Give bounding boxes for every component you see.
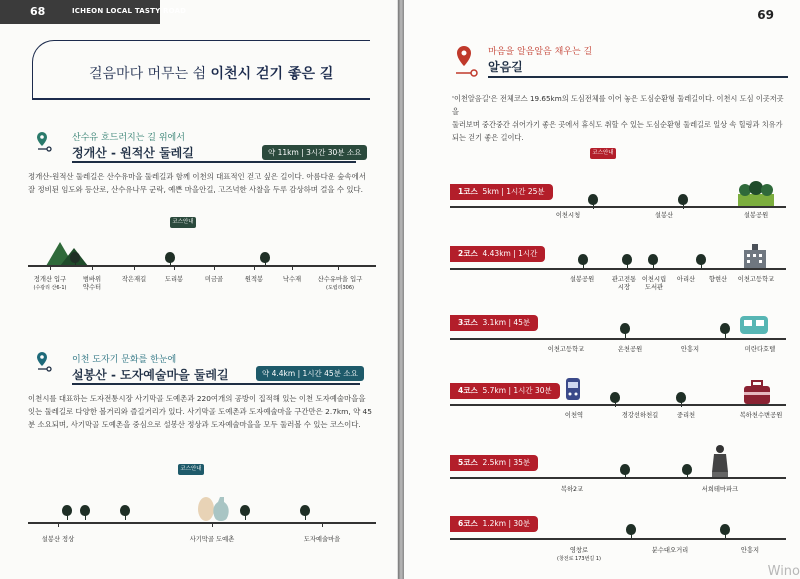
course-info: 5km | 1시간 25분 [482, 187, 545, 196]
course-stop: 복하2교 [560, 486, 584, 493]
route-tick [92, 265, 93, 270]
stop-name: 도리봉 [164, 276, 184, 283]
trail2-duration-tag: 약 4.4km | 1시간 45분 소요 [256, 366, 364, 381]
route-tick [174, 265, 175, 270]
left-page [0, 0, 398, 579]
tree-icon [578, 254, 588, 268]
train-icon [564, 378, 582, 404]
stop-name: 아리산 [676, 276, 696, 283]
right-page [404, 0, 800, 579]
tree-icon [682, 464, 692, 478]
course-label: 2코스 [458, 249, 478, 258]
course-info: 5.7km | 1시간 30분 [482, 386, 552, 395]
stop-name: 범바위 [82, 276, 102, 283]
course-stop: 이천시청 [555, 212, 581, 219]
trail2-stop: 도자예술마을 [303, 536, 341, 543]
section-heading-box [32, 40, 370, 100]
stop-sub: 도서관 [644, 284, 664, 291]
tree-icon [696, 254, 706, 268]
right-title: 알음길 [488, 60, 523, 74]
course-4-route [450, 404, 786, 406]
tree-icon [648, 254, 658, 268]
trail1-subtitle: 산수유 흐드러지는 길 위에서 [72, 133, 185, 143]
stop-name: 이천시립 [641, 276, 667, 283]
suitcase-icon [742, 380, 772, 404]
stop-name: 영창로 [569, 547, 589, 554]
trail2-course-flag: 코스안내 [178, 464, 204, 475]
tree-icon [622, 254, 632, 268]
right-subtitle: 마음을 알음알음 채우는 길 [488, 47, 593, 57]
tree-icon [620, 464, 630, 478]
stop-sub: (창전로 173번길 1) [557, 556, 601, 562]
course-5-route [450, 477, 786, 479]
course-info: 2.5km | 35분 [482, 458, 531, 467]
route-tick [214, 265, 215, 270]
stop-name: 원적봉 [244, 276, 264, 283]
school-building-icon [742, 244, 768, 268]
course-stop [544, 547, 614, 563]
tree-icon [240, 505, 250, 519]
mountain-icon [46, 238, 90, 266]
trail2-desc-line: 이천시를 대표하는 도자전통시장 사기막골 도예촌과 220여개의 공방이 집적해 있는 이천 도자예술마을을 [28, 394, 366, 403]
tree-icon [620, 323, 630, 337]
course-3-tag [450, 315, 538, 331]
tree-icon [720, 524, 730, 538]
watermark: Wino [767, 564, 800, 579]
route-tick [58, 522, 59, 527]
right-course-flag: 코스안내 [590, 148, 616, 159]
tree-icon [260, 252, 270, 266]
trail2-title: 설봉산 - 도자예술마을 둘레길 [72, 368, 229, 382]
section-heading-plain: 걸음마다 머무는 쉼 [89, 66, 211, 82]
right-desc-line: 되는 걷기 좋은 길이다. [452, 133, 524, 142]
stop-sub: (도립리306) [326, 285, 354, 291]
trail1-route-line [28, 265, 376, 267]
course-stop: 이천역 [564, 412, 584, 419]
section-heading-bold: 이천시 걷기 좋은 길 [210, 66, 334, 82]
map-pin-icon [36, 130, 54, 152]
stop-name: 이천고등학교 [737, 276, 775, 283]
course-stop: 분수대오거리 [651, 547, 689, 554]
course-info: 3.1km | 45분 [482, 318, 531, 327]
course-1-tag [450, 184, 553, 200]
stop-name: 설봉공원 [569, 276, 595, 283]
course-label: 1코스 [458, 187, 478, 196]
course-2-route [450, 268, 786, 270]
course-4-tag [450, 383, 560, 399]
tree-icon [626, 524, 636, 538]
right-title-underline [488, 76, 788, 78]
route-tick [322, 522, 323, 527]
course-stop: 온천공원 [617, 346, 643, 353]
route-tick [338, 265, 339, 270]
course-label: 3코스 [458, 318, 478, 327]
tree-icon [80, 505, 90, 519]
course-stop: 안흥지 [680, 346, 700, 353]
course-5-tag [450, 455, 538, 471]
right-desc-line: '이천알음길'은 전체코스 19.65km의 도심전체를 이어 놓은 도심순환형 둘레길이다. 이천시 도심 이곳저곳을 [452, 94, 784, 116]
course-6-tag [450, 516, 538, 532]
course-info: 4.43km | 1시간 [482, 249, 538, 258]
course-stop: 경강선하천길 [621, 412, 659, 419]
tree-icon [300, 505, 310, 519]
right-description [452, 92, 788, 144]
course-stop: 복하천수변공원 [739, 412, 783, 419]
stop-name: 미금골 [204, 276, 224, 283]
statue-icon [710, 444, 730, 478]
course-1-route [450, 206, 786, 208]
stop-sub: 시장 [617, 284, 631, 291]
course-info: 1.2km | 30분 [482, 519, 531, 528]
map-pin-icon [452, 44, 482, 78]
stop-name: 관고전통 [611, 276, 637, 283]
course-3-route [450, 338, 786, 340]
trail1-course-flag: 코스안내 [170, 217, 196, 228]
course-stop: 이천고등학교 [547, 346, 585, 353]
trail2-stop: 사기막골 도예촌 [189, 536, 235, 543]
stop-name: 산수유마을 입구 [317, 276, 363, 283]
trail1-desc-line: 잘 정비된 임도와 등산로, 산수유나무 군락, 예쁜 마을안길, 고즈넉한 사찰을 두루 감상하며 걸을 수 있다. [28, 185, 364, 194]
trail2-underline [72, 383, 360, 385]
trail1-underline [72, 161, 356, 163]
trail1-stop [310, 276, 370, 292]
course-stop: 설봉공원 [743, 212, 769, 219]
course-2-tag [450, 246, 545, 262]
course-stop: 설봉산 [654, 212, 674, 219]
pottery-icon [196, 493, 230, 523]
course-label: 6코스 [458, 519, 478, 528]
course-label: 4코스 [458, 386, 478, 395]
course-stop: 중리천 [676, 412, 696, 419]
route-tick [254, 265, 255, 270]
trail1-duration-tag: 약 11km | 3시간 30분 소요 [262, 145, 367, 160]
tree-icon [70, 252, 80, 266]
page-number-left: 68 [30, 5, 46, 18]
tree-icon [120, 505, 130, 519]
tree-icon [720, 323, 730, 337]
hotel-pool-icon [738, 312, 770, 336]
course-stop [726, 276, 786, 284]
trail1-title: 정개산 - 원적산 둘레길 [72, 146, 194, 160]
course-label: 5코스 [458, 458, 478, 467]
stop-name: 향현산 [708, 276, 728, 283]
stop-name: 작은재길 [121, 276, 147, 283]
page-header [0, 0, 398, 24]
route-tick [134, 265, 135, 270]
course-6-route [450, 538, 786, 540]
section-heading [89, 63, 333, 83]
trail2-stop: 설봉산 정상 [41, 536, 75, 543]
route-tick [212, 522, 213, 527]
page-number-right: 69 [757, 8, 774, 22]
trail2-route-line [28, 522, 376, 524]
route-tick [292, 265, 293, 270]
course-stop: 미란다호텔 [744, 346, 776, 353]
stop-name: 낙수재 [282, 276, 302, 283]
trail2-description [28, 392, 378, 431]
trail1-description [28, 170, 378, 196]
stop-name: 정개산 입구 [33, 276, 67, 283]
park-icon [738, 180, 774, 206]
route-tick [50, 265, 51, 270]
right-desc-line: 둘러보며 중간중간 쉬어가기 좋은 곳에서 휴식도 취할 수 있는 도심순환형 둘레길로 일상 속 힐링과 치유가 [452, 120, 783, 129]
trail1-desc-line: 정개산-원적산 둘레길은 산수유마을 둘레길과 함께 이천의 대표적인 걷고 싶은 길이다. 아름다운 숲속에서 [28, 172, 366, 181]
course-stop: 서희테마파크 [701, 486, 739, 493]
map-pin-icon [36, 350, 54, 372]
trail2-desc-line: 잇는 둘레길로 다양한 볼거리와 즐길거리가 있다. 사기막골 도예촌과 도자예술마을 구간만은 2.7km, 약 45 [28, 407, 372, 416]
stop-sub: 약수터 [82, 284, 102, 291]
stop-sub: (수광리 산6-1) [33, 285, 67, 291]
trail2-desc-line: 분 소요되며, 사기막골 도예촌을 중심으로 설봉산 정상과 도자예술마을을 모두 둘러볼 수 있는 코스이다. [28, 420, 361, 429]
tree-icon [165, 252, 175, 266]
running-title: ICHEON LOCAL TASTY ROAD [72, 7, 187, 15]
trail2-subtitle: 이천 도자기 문화를 한눈에 [72, 355, 177, 365]
tree-icon [62, 505, 72, 519]
course-stop: 안흥지 [740, 547, 760, 554]
